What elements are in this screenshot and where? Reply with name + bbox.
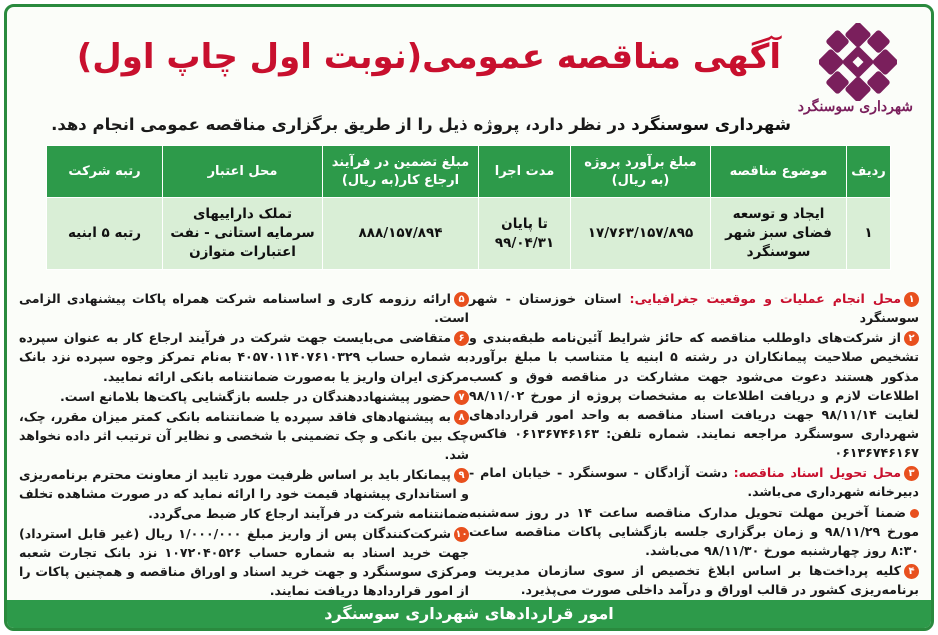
- condition-item: [469, 463, 919, 501]
- col-header-funding: محل اعتبار: [163, 146, 323, 198]
- condition-text: پیمانکار باید بر اساس ظرفیت مورد تایید از معاونت محترم برنامه‌ریزی و استانداری پیشنهاد قیمت خود را ارائه نماید که در صورت مشاهده تخلف ضمانتنامه شرکت در فرآیند ارجاع کار ضبط می‌گردد.: [19, 467, 469, 521]
- col-header-rank: رتبه شرکت: [47, 146, 163, 198]
- conditions: [19, 289, 919, 607]
- condition-text: دشت آزادگان - سوسنگرد - خیابان امام - دبیرخانه شهرداری می‌باشد.: [469, 465, 919, 500]
- condition-item: [19, 407, 469, 464]
- condition-item: [19, 524, 469, 601]
- condition-item: [19, 328, 469, 385]
- condition-text: حضور پیشنهاددهندگان در جلسه بازگشایی پاکت‌ها بلامانع است.: [59, 388, 451, 404]
- cell-rank: رتبه ۵ ابنیه: [47, 198, 163, 270]
- condition-text: می‌باشد.: [645, 542, 704, 558]
- conditions-right-column: [469, 289, 919, 600]
- condition-text: ضمنا آخرین مهلت تحویل مدارک مناقصه ساعت ۱۴ در روز: [519, 504, 906, 520]
- municipality-logo-icon: [819, 23, 897, 101]
- condition-text: و زمان برگزاری جلسه بازگشایی پاکات مناقصه ساعت ۸:۳۰ روز: [469, 523, 919, 558]
- header: [7, 13, 931, 133]
- cell-guarantee: ۸۸۸/۱۵۷/۸۹۴: [323, 198, 479, 270]
- conditions-left-column: [19, 289, 469, 601]
- cell-subject: ایجاد و توسعه فضای سبز شهر سوسنگرد: [711, 198, 847, 270]
- bullet-number: ۱: [904, 292, 919, 307]
- tender-table: [46, 145, 891, 270]
- condition-text: از شرکت‌های داوطلب مناقصه که حائز شرایط آئین‌نامه طبقه‌بندی و تشخیص صلاحیت پیمانکاران در رشته ۵ ابنیه یا متناسب با مبلغ برآورد مذکور هستند دعوت می‌شود جهت مشارکت در مناقصه فوق و کسب اطلاعات لازم و دریافت اطلاعات به مشخصات پروژه از مورخ ۹۸/۱۱/۰۲ لغایت ۹۸/۱۱/۱۴ جهت دریافت اسناد مناقصه به واحد امور قراردادهای شهرداری سوسنگرد مراجعه نمایند. شماره تلفن: ۰۶۱۳۶۷۴۶۱۶۳ فاکس ۰۶۱۳۶۷۴۶۱۶۷: [469, 330, 919, 461]
- condition-item: [19, 465, 469, 522]
- footer-banner: امور قراردادهای شهرداری سوسنگرد: [7, 600, 931, 628]
- condition-text: کلیه پرداخت‌ها بر اساس ابلاغ تخصیص از سوی سازمان مدیریت و برنامه‌ریزی کشور در قالب اوراق و درآمد داخلی صورت می‌پذیرد.: [469, 562, 919, 598]
- bullet-number: ۴: [904, 564, 919, 579]
- col-header-estimate: مبلغ برآورد پروژه (به ریال): [571, 146, 711, 198]
- org-name: شهرداری سوسنگرد: [631, 115, 791, 134]
- cell-funding: تملک داراییهای سرمایه استانی - نفت اعتبارات متوازن: [163, 198, 323, 270]
- col-header-subject: موضوع مناقصه: [711, 146, 847, 198]
- condition-text: استان خوزستان - شهر سوسنگرد: [469, 291, 919, 326]
- col-header-guarantee: مبلغ تضمین در فرآیند ارجاع کار(به ریال): [323, 146, 479, 198]
- condition-label: محل تحویل اسناد مناقصه:: [733, 465, 901, 481]
- deadline-date: سه‌شنبه مورخ ۹۸/۱۱/۲۹: [469, 504, 919, 539]
- table-header-row: [47, 146, 891, 198]
- condition-text: ارائه رزومه کاری و اساسنامه شرکت همراه پاکات پیشنهادی الزامی است.: [19, 291, 469, 326]
- logo-text: شهرداری سوسنگرد: [797, 99, 913, 115]
- bullet-number: ۲: [904, 331, 919, 346]
- intro-rest: در نظر دارد، پروژه ذیل را از طریق برگزاری مناقصه عمومی انجام دهد.: [51, 115, 632, 134]
- bullet-number: ۶: [454, 331, 469, 346]
- bullet-dot-icon: [910, 509, 919, 518]
- col-header-row-number: ردیف: [847, 146, 891, 198]
- bullet-number: ۷: [454, 390, 469, 405]
- opening-date: چهارشنبه مورخ ۹۸/۱۱/۳۰: [703, 542, 860, 558]
- cell-row-number: ۱: [847, 198, 891, 270]
- condition-item: [19, 289, 469, 327]
- bullet-number: ۵: [454, 292, 469, 307]
- condition-label: محل انجام عملیات و موقعیت جغرافیایی:: [629, 291, 902, 306]
- condition-item: [469, 503, 919, 560]
- col-header-duration: مدت اجرا: [479, 146, 571, 198]
- condition-text: شرکت‌کنندگان پس از واریز مبلغ ۱/۰۰۰/۰۰۰ ریال (غیر قابل استرداد) جهت خرید اسناد به شماره حساب ۱۰۷۲۰۴۰۵۲۶ نزد بانک تجارت شعبه مرکزی سوسنگرد و جهت خرید اسناد و اوراق مناقصه و همچنین پاکات را از امور قراردادها دریافت نمایند.: [19, 525, 470, 599]
- bullet-number: ۸: [454, 410, 469, 425]
- bullet-number: ۳: [904, 466, 919, 481]
- condition-text: متقاضی می‌بایست جهت شرکت در فرآیند ارجاع کار به عنوان سپرده به شماره حساب ۴۰۵۷۰۱۱۴۰۷۶۱۰۳۲۹ به‌نام تمرکز وجوه سپرده نزد بانک مرکزی ایران واریز یا به‌صورت ضمانتنامه بانکی ارائه نمایید.: [19, 330, 469, 384]
- condition-item: [19, 387, 469, 406]
- condition-item: [469, 561, 919, 599]
- ad-frame: [4, 4, 934, 631]
- bullet-number: ۹: [454, 468, 469, 483]
- logo: [797, 23, 913, 133]
- condition-item: [469, 328, 919, 462]
- table-row: [47, 198, 891, 270]
- condition-item: [469, 289, 919, 327]
- page-title: آگهی مناقصه عمومی(نوبت اول چاپ اول): [76, 37, 781, 77]
- cell-estimate: ۱۷/۷۶۳/۱۵۷/۸۹۵: [571, 198, 711, 270]
- cell-duration: تا پایان ۹۹/۰۴/۳۱: [479, 198, 571, 270]
- condition-text: به پیشنهادهای فاقد سپرده یا ضمانتنامه بانکی کمتر میزان مقرر، چک، چک بین بانکی و چک تضمینی با شخصی و نظایر آن ترتیب اثر داده نخواهد شد.: [19, 408, 469, 463]
- bullet-number: ۱۰: [455, 528, 468, 540]
- intro-sentence: [27, 115, 791, 134]
